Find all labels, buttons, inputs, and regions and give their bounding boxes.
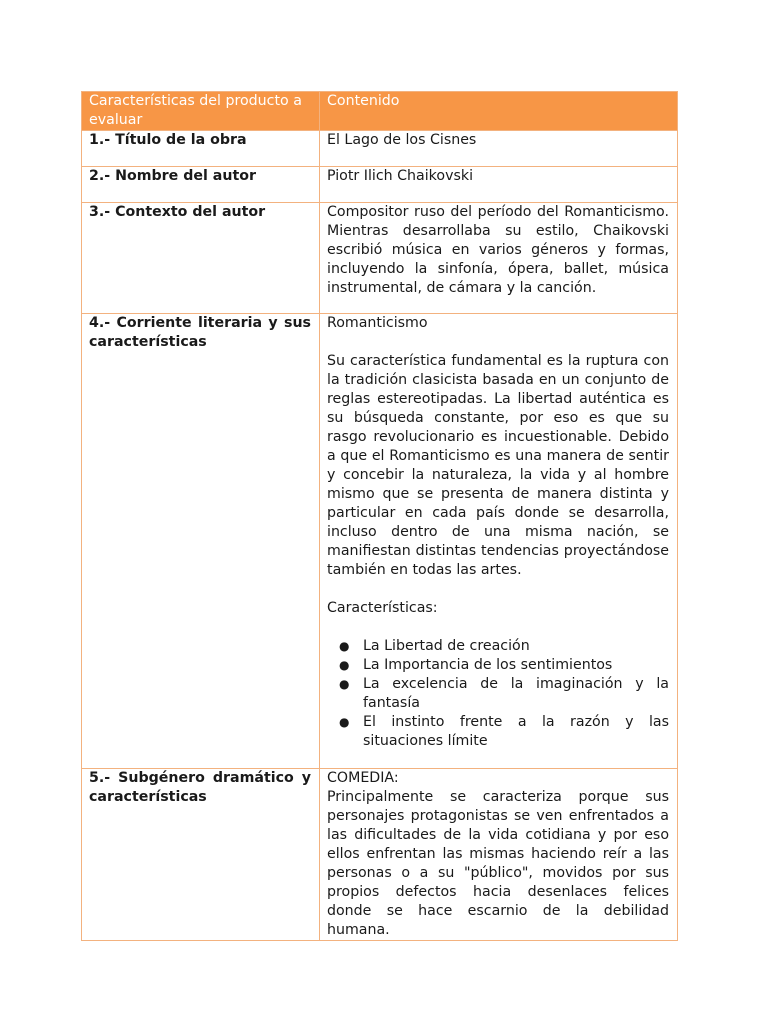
bullet-icon: ●: [339, 677, 350, 691]
bullet-icon: ●: [339, 658, 350, 672]
row-label-context: 3.- Contexto del autor: [82, 203, 320, 314]
list-item: ● El instinto frente a la razón y las situaciones límite: [339, 714, 669, 749]
row-label-subgenre: 5.- Subgénero dramático y características: [82, 769, 320, 941]
row-content-author: Piotr Ilich Chaikovski: [320, 167, 678, 203]
subgenre-paragraph: Principalmente se caracteriza porque sus personajes protagonistas se ven enfrentados a las dificultades de la vida cotidiana y por eso ellos enfrentan las mismas haciendo reír a las personas o a su "público", movidos por sus propios defectos hacia desenlaces felices donde se hace escarnio de la debilidad humana.: [327, 789, 669, 938]
list-item: ● La Libertad de creación: [339, 638, 530, 654]
row-content-context: Compositor ruso del período del Romanticismo. Mientras desarrollaba su estilo, Chaikovski escribió música en varios géneros y formas, incluyendo la sinfonía, ópera, ballet, música instrumental, de cámara y la canción.: [320, 203, 678, 314]
row-label-movement: 4.- Corriente literaria y sus características: [82, 314, 320, 769]
row-label-author: 2.- Nombre del autor: [82, 167, 320, 203]
characteristics-list: [327, 637, 669, 751]
evaluation-table: [81, 91, 678, 941]
list-item: ● La excelencia de la imaginación y la fantasía: [339, 676, 669, 711]
table-row-author: [82, 167, 678, 203]
row-content-movement: [320, 314, 678, 769]
table-row-subgenre: [82, 769, 678, 941]
row-label-title: 1.- Título de la obra: [82, 131, 320, 167]
bullet-icon: ●: [339, 715, 350, 729]
subgenre-title: COMEDIA:: [327, 770, 399, 786]
header-cell-content: Contenido: [320, 92, 678, 131]
bullet-icon: ●: [339, 639, 350, 653]
movement-paragraph: Su característica fundamental es la ruptura con la tradición clasicista basada en un conjunto de reglas estereotipadas. La libertad auténtica es su búsqueda constante, por eso es que su rasgo revolucionario es incuestionable. Debido a que el Romanticismo es una manera de sentir y concebir la naturaleza, la vida y al hombre mismo que se presenta de manera distinta y particular en cada país donde se desarrolla, incluso dentro de una misma nación, se manifiestan distintas tendencias proyectándose también en todas las artes.: [327, 353, 669, 578]
movement-title: Romanticismo: [327, 315, 428, 331]
table-header: [82, 92, 678, 131]
list-item: ● La Importancia de los sentimientos: [339, 657, 613, 673]
row-content-title: El Lago de los Cisnes: [320, 131, 678, 167]
row-content-subgenre: [320, 769, 678, 941]
table-row-movement: [82, 314, 678, 769]
movement-subheading: Características:: [327, 600, 438, 616]
header-cell-characteristics: Características del producto a evaluar: [82, 92, 320, 131]
table-row-context: [82, 203, 678, 314]
table-row-title: [82, 131, 678, 167]
